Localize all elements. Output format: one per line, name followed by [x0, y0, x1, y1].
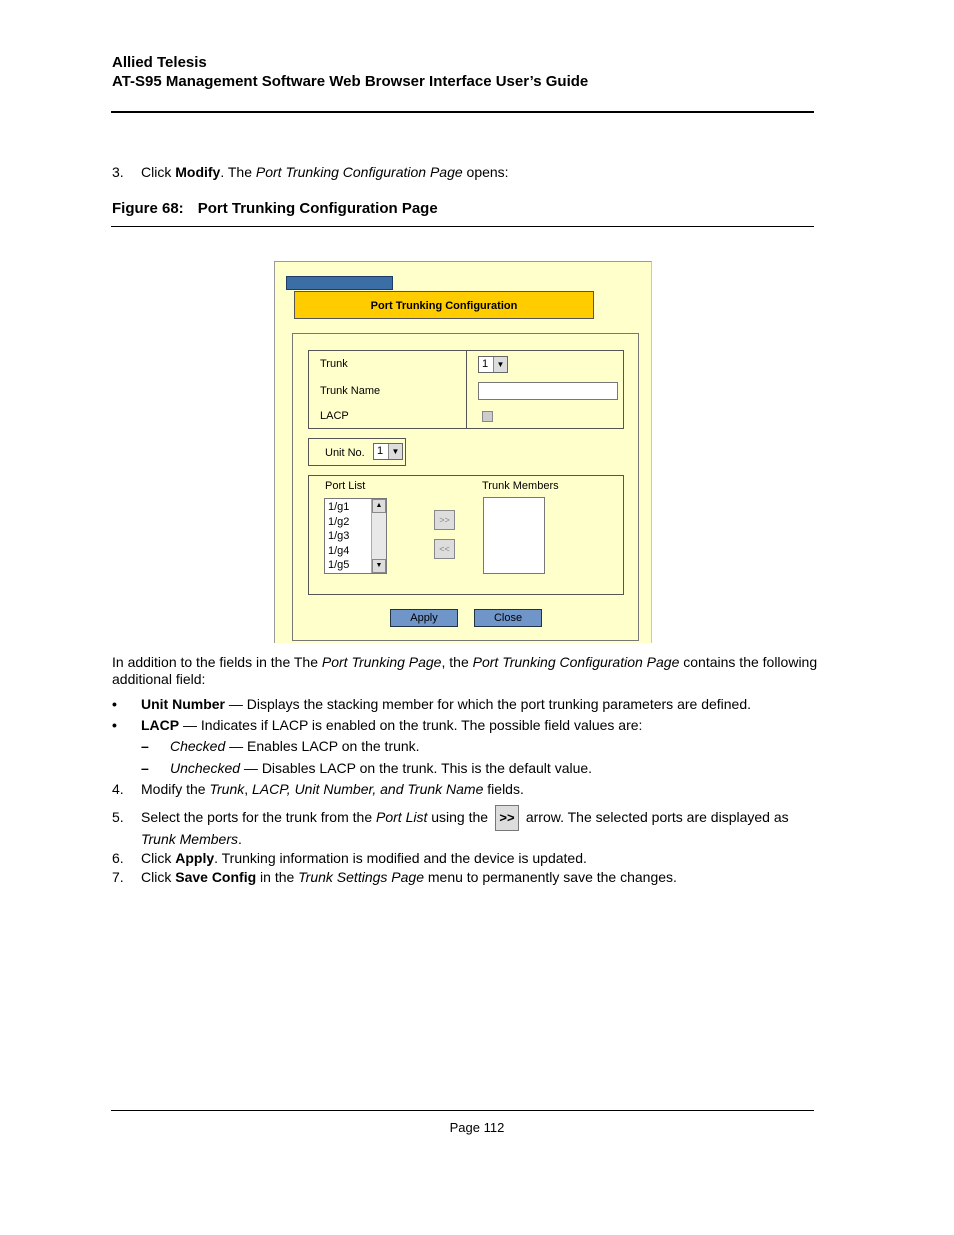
bullet-lacp — [141, 717, 642, 733]
step-6-c: . Trunking information is modified and the device is updated. — [214, 850, 587, 866]
add-port-button[interactable]: >> — [434, 510, 455, 530]
field-divider — [466, 351, 467, 428]
step-3-italic: Port Trunking Configuration Page — [255, 164, 463, 180]
step-5-a: Select the ports for the trunk from the — [141, 809, 376, 825]
step-3-text-a: Click — [141, 164, 176, 180]
trunk-select[interactable] — [478, 356, 508, 373]
intro-a: In addition to the fields in the The — [112, 654, 322, 670]
close-button[interactable]: Close — [474, 609, 542, 627]
intro-e: contains the following — [679, 654, 818, 670]
step-6-text — [141, 850, 587, 866]
page-number: Page 112 — [449, 1120, 505, 1135]
trunk-members-list[interactable] — [483, 497, 545, 574]
step-5-line2-end: . — [237, 831, 242, 847]
screenshot-tab — [286, 276, 393, 290]
apply-button[interactable]: Apply — [390, 609, 458, 627]
bullet-term: LACP — [141, 717, 180, 733]
step-5-line2-italic: Trunk Members — [141, 831, 238, 847]
sub-bullet-unchecked — [170, 760, 592, 776]
bullet-symbol: • — [112, 717, 117, 733]
scroll-down-icon[interactable]: ▼ — [372, 559, 386, 573]
figure-caption — [112, 200, 452, 217]
step-7-text — [141, 869, 677, 885]
sub-bullet-term: Checked — [170, 738, 226, 754]
intro-paragraph — [112, 654, 822, 688]
step-5-c: using the — [427, 809, 492, 825]
sub-bullet-text: — Enables LACP on the trunk. — [225, 738, 420, 754]
step-7-e: menu to permanently save the changes. — [423, 869, 677, 885]
port-list-scrollbar[interactable] — [371, 499, 386, 573]
step-6-a: Click — [141, 850, 176, 866]
lacp-checkbox[interactable] — [482, 411, 493, 422]
figure-label: Figure 68: — [112, 200, 184, 217]
trunk-members-label: Trunk Members — [482, 480, 559, 492]
step-7-number: 7. — [112, 869, 124, 885]
step-5-d: arrow. The selected ports are displayed as — [521, 809, 789, 825]
footer-rule — [111, 1110, 814, 1111]
header-rule — [111, 111, 814, 113]
screenshot-title: Port Trunking Configuration — [294, 291, 594, 319]
screenshot-panel — [292, 333, 639, 641]
step-7-d: Trunk Settings Page — [298, 869, 424, 885]
trunk-fields-box — [308, 350, 624, 429]
bullet-term: Unit Number — [141, 696, 225, 712]
port-list-item[interactable]: 1/g2 — [328, 515, 350, 528]
sub-bullet-checked — [170, 738, 420, 754]
unit-select-value: 1 — [377, 445, 384, 457]
step-4-d: LACP, Unit Number, and Trunk Name — [252, 781, 484, 797]
port-list-label: Port List — [325, 480, 366, 492]
port-trunking-screenshot — [274, 261, 652, 643]
step-4-a: Modify the — [141, 781, 210, 797]
step-5-number: 5. — [112, 809, 124, 825]
step-4-text — [141, 781, 524, 797]
port-list-item[interactable]: 1/g1 — [328, 501, 350, 513]
step-6-number: 6. — [112, 850, 124, 866]
intro-b: Port Trunking Page — [321, 654, 442, 670]
lacp-label: LACP — [320, 410, 349, 422]
step-4-b: Trunk — [209, 781, 245, 797]
port-list[interactable] — [324, 498, 387, 574]
chevron-down-icon[interactable]: ▼ — [493, 357, 507, 372]
step-3-text-c: opens: — [462, 164, 509, 180]
step-4-e: fields. — [483, 781, 524, 797]
port-list-item[interactable]: 1/g5 — [328, 559, 350, 571]
figure-rule — [111, 226, 814, 227]
sub-bullet-text: — Disables LACP on the trunk. This is the default value. — [240, 760, 593, 776]
remove-port-button[interactable]: << — [434, 539, 455, 559]
step-3-number: 3. — [112, 164, 124, 180]
intro-line2: additional field: — [112, 671, 206, 687]
guide-title: AT-S95 Management Software Web Browser Interface User’s Guide — [112, 73, 589, 90]
bullet-symbol: • — [112, 696, 117, 712]
trunk-name-label: Trunk Name — [320, 385, 381, 397]
step-5-text — [141, 803, 789, 831]
intro-d: Port Trunking Configuration Page — [472, 654, 680, 670]
step-5-b: Port List — [376, 809, 428, 825]
trunk-name-input[interactable] — [478, 382, 618, 400]
step-5-line2 — [141, 831, 242, 847]
company-name: Allied Telesis — [112, 54, 207, 71]
step-7-b: Save Config — [175, 869, 257, 885]
unit-label: Unit No. — [325, 447, 365, 459]
step-3-text — [141, 164, 509, 180]
unit-select[interactable] — [373, 443, 403, 460]
step-6-b: Apply — [175, 850, 215, 866]
step-7-c: in the — [256, 869, 299, 885]
bullet-text: — Displays the stacking member for which the port trunking parameters are defined. — [225, 696, 752, 712]
scroll-up-icon[interactable]: ▲ — [372, 499, 386, 513]
trunk-label: Trunk — [320, 358, 348, 370]
sub-bullet-symbol: – — [141, 738, 149, 754]
port-list-item[interactable]: 1/g3 — [328, 530, 350, 542]
step-7-a: Click — [141, 869, 176, 885]
trunk-select-value: 1 — [482, 358, 489, 370]
bullet-unit-number — [141, 696, 751, 712]
step-3-text-b: . The — [220, 164, 256, 180]
figure-title: Port Trunking Configuration Page — [197, 200, 438, 217]
bullet-text: — Indicates if LACP is enabled on the trunk. The possible field values are: — [179, 717, 643, 733]
step-4-number: 4. — [112, 781, 124, 797]
step-3-bold: Modify — [175, 164, 221, 180]
ports-box — [308, 475, 624, 595]
chevron-down-icon[interactable]: ▼ — [388, 444, 402, 459]
step-4-c: , — [244, 781, 253, 797]
unit-box — [308, 438, 406, 466]
sub-bullet-symbol: – — [141, 760, 149, 776]
add-arrow-button-image: >> — [495, 805, 519, 831]
sub-bullet-term: Unchecked — [170, 760, 241, 776]
port-list-item[interactable]: 1/g4 — [328, 544, 350, 557]
intro-c: , the — [441, 654, 473, 670]
